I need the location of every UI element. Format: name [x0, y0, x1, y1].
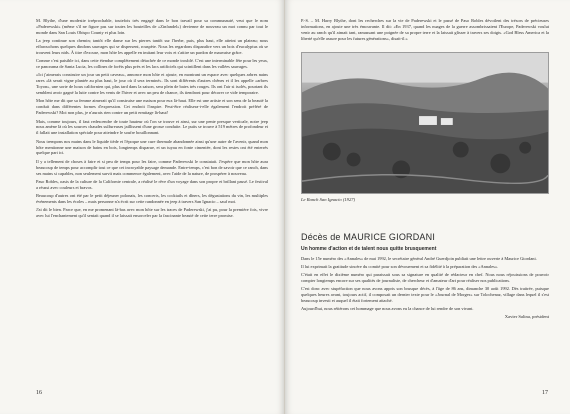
obituary-body — [301, 256, 549, 320]
paragraph: Aujourd'hui, nous réitérons cet hommage que nous avons eu la chance de lui rendre de son vivant. — [301, 305, 474, 311]
paragraph: Mon hôte me dit que sa femme aimerait qu'il construise une maison pour eux là-haut. Elle est une artiste et son sens de la beauté la conduit dans différentes formes d'expression. Cet endroit l'inspire. Peut-être réalisera-t-elle également l'endroit préféré de Paderewski? Moi non plus, je n'aurais rien contre un petit ermitage là-haut! — [36, 98, 268, 116]
postscript-paragraph: P.-S. – M. Harry Blythe, dont les recherches sur la vie de Paderewski et le passé de Paso Robles dévoilent des trésors de précieuses informations, en ajoute une très émouvante. Il dit: «En 1937, quand les nuages de la guerre assombrissaient l'Europe, Paderewski voulut venir au ranch qu'il aimait tant, ramassant une poignée de sa propre terre et la laissait glisser à travers ses doigts. «God Bless America et la liberté qu'elle assure pour les futures générations», disait-il.» — [301, 18, 549, 41]
obituary-section — [301, 232, 549, 320]
paragraph: J'ai dit le bien. Parce que, en me promenant là-bas avec mon hôte sur les traces de Paderewski, j'ai pu, pour la première fois, vivre avec lui l'enchantement qu'il sentait quand il se laissait ensorceler par la fascinante beauté de cette terre promise. — [36, 207, 268, 219]
paragraph: M. Blythe, d'une modestie irréprochable, toutefois très engagé dans le bon travail pour sa communauté, veut que le nom «Paderewski» (même s'il ne figure pas sur toutes les bouteilles de «Zinfandel») devienne de nouveau un mot connu par tout le monde dans San Louis Obispo County et plus loin. — [36, 18, 268, 35]
signature: Xavier Salina, président — [504, 313, 549, 319]
right-page — [285, 0, 570, 414]
paragraph: Nous trempons nos mains dans le liquide tiède et l'époque une cure thermale abandonnée ainsi qu'une autre de l'avenir, quand mon hôte mentionne une maison de bains en bois, longtemps disparue, et un tuyau en fonte cimentée, dont les restes ont été enterrés quelque part ici. — [36, 138, 268, 156]
paragraph: Paso Robles, oasis de la culture de la Californie centrale, a réalisé le rêve d'un voyage dans son propre et brillant passé. Le festival a réussi avec couleurs et bravos. — [36, 178, 268, 190]
left-text-column — [36, 18, 268, 221]
paragraph: Il y a tellement de choses à faire et si peu de temps pour les faire, comme Paderewski le constatait. J'espère que mon hôte aura beaucoup de temps pour accomplir tout ce que cet incroyable paysage demande. Entre-temps, c'est bon de savoir que ce ranch, dans ses mains si capables, non seulement survit mais commence également, avec l'aide de la nature, de prospérer à nouveau. — [36, 158, 268, 176]
paragraph: Beaucoup d'autres ont été par le petit déjeuner polonais, les concerts, les cocktails et dîners, les dégustations du vin, les multiples événements dans les écoles – mais personne n'a écrit sur cette randonnée en jeep à travers San Ignacio – sauf moi. — [36, 193, 268, 204]
page-number: 16 — [36, 390, 42, 396]
obituary-title: Décès de MAURICE GIORDANI — [301, 232, 436, 242]
ranch-photo — [301, 52, 549, 194]
paragraph: Mais, comme toujours, il faut redescendre de toute hauteur où l'on se trouve et ainsi, sur une pente presque verticale, notre jeep nous amène là où les sources chaudes sulfureuses jaillissent d'une grosse conduite. Le puits se trouve à 519 mètres de profondeur et il fallait une installation spéciale pour atteindre le soufre bouillonnant. — [36, 118, 268, 136]
paragraph: C'était en effet le dixième numéro qui paraissait sous sa signature en qualité de rédacteur en chef. Nous nous réjouissions de pouvoir compter longtemps encore sur ses qualités de journaliste, de chercheur et d'amateur d'art pour réaliser nos publications. — [301, 271, 549, 283]
obituary-subtitle: Un homme d'action et de talent nous quitte brusquement — [301, 246, 437, 252]
page-number: 17 — [542, 390, 548, 396]
paragraph: C'est donc avec stupéfaction que nous avons appris son brusque décès, à l'âge de 86 ans, dimanche 30 août 1992. Dès traitrée, puisque quelques heures avant, toujours actif, il composait un dernier texte pour le «Journal de Morges» sur Tolochenaz, village dans lequel il s'est beaucoup investi et auquel il était fortement attaché. — [301, 285, 549, 303]
paragraph: Comme c'est paisible ici, dans cette étendue complètement détachée de ce monde troublé. C'est une interminable fête pour les yeux, ce panorama de Santa Lucia, les collines de forêts plus près et les lacs artificiels qui scintillent dans les vallées sauvages. — [36, 58, 268, 70]
paragraph: «Ici j'aimerais construire un jour un petit caveau», annonce mon hôte et ajoute, en montrant un espace avec quelques arbres nains rares «là serait vigne plantée au plus haut, le jour où il sera terminé». Ils sont différents d'autres chênes et il les appelle «arbres Toyon», une sorte de houx californien qui, plus tard dans la saison, sera plein de baies très rouges. Ils ont l'air si isolés, pourtant ils semblent avoir gagné la lutte contre les vents de l'hiver et avec un peu de chance, ils tiendront pour décorer ce vide temporaire. — [36, 72, 268, 96]
paragraph: La jeep continue son chemin; tantôt elle danse sur les pierres tantôt sur l'herbe, puis, plus haut, elle atteint un plateau; nous effarouchons quelques dindons sauvages qui se dispersent, rouspète. Nous les regardons disparaître vers un bois d'eucalyptus où se trouvent leurs nids. À titre d'excuse, mon hôte les appelle en imitant leur voix et s'attire un pardon de mauvaise grâce. — [36, 38, 268, 55]
paragraph: Dans le 15e numéro des «Annales» de mai 1992, le secrétaire général André Guerdjoin publiait une lettre ouverte à Maurice Giordani. — [301, 255, 537, 261]
paragraph: Il lui exprimait la gratitude sincère du comité pour son dévouement et sa fidélité à la préparation des «Annales». — [301, 263, 499, 269]
photo-caption: Le Ranch San Ignacio (1927) — [301, 197, 356, 202]
